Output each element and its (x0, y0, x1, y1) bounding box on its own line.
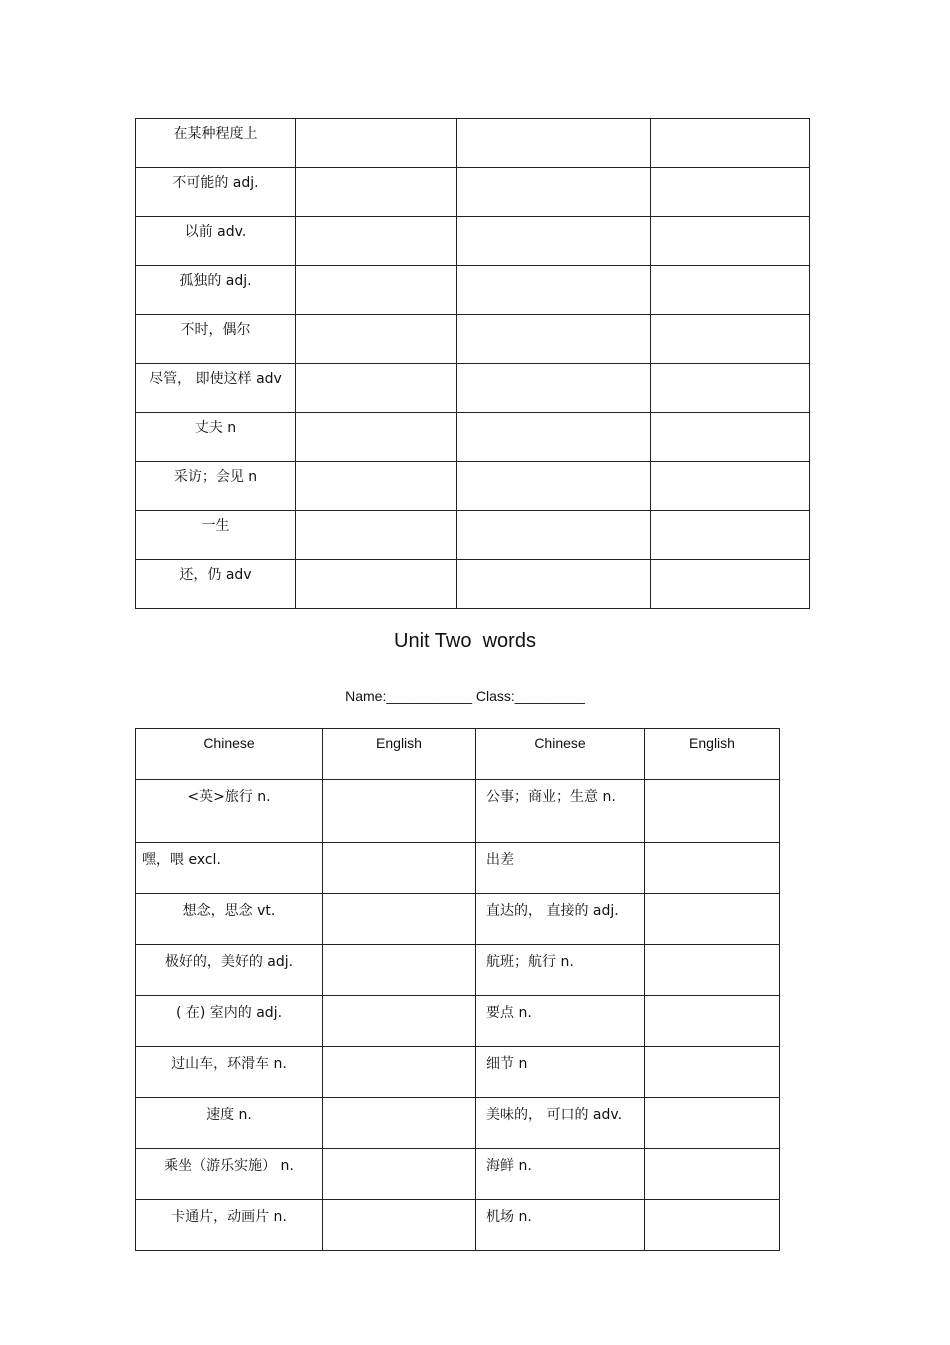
chinese-cell: 不可能的 adj. (136, 168, 296, 217)
vocab-table-continued (135, 118, 810, 609)
chinese-cell: 美味的， 可口的 adv. (476, 1098, 645, 1149)
answer-cell[interactable] (457, 266, 651, 315)
chinese-cell: <英>旅行 n. (136, 780, 323, 843)
english-answer-cell[interactable] (323, 1047, 476, 1098)
chinese-cell: 公事；商业；生意 n. (476, 780, 645, 843)
table-row (136, 996, 780, 1047)
table-row (136, 843, 780, 894)
table-row (136, 1047, 780, 1098)
chinese-cell: 尽管， 即使这样 adv (136, 364, 296, 413)
answer-cell[interactable] (457, 462, 651, 511)
column-header: English (323, 729, 476, 780)
english-answer-cell[interactable] (323, 1149, 476, 1200)
answer-cell[interactable] (651, 560, 810, 609)
chinese-cell: 乘坐（游乐实施） n. (136, 1149, 323, 1200)
name-class-line: Name:___________ Class:_________ (345, 688, 585, 704)
table-row (136, 462, 810, 511)
chinese-cell: 孤独的 adj. (136, 266, 296, 315)
english-answer-cell[interactable] (296, 266, 457, 315)
answer-cell[interactable] (457, 413, 651, 462)
answer-cell[interactable] (457, 119, 651, 168)
answer-cell[interactable] (651, 168, 810, 217)
english-answer-cell[interactable] (645, 1047, 780, 1098)
table-row (136, 315, 810, 364)
answer-cell[interactable] (651, 462, 810, 511)
answer-cell[interactable] (457, 217, 651, 266)
english-answer-cell[interactable] (296, 560, 457, 609)
english-answer-cell[interactable] (296, 413, 457, 462)
column-header: Chinese (136, 729, 323, 780)
chinese-cell: 采访；会见 n (136, 462, 296, 511)
table-row (136, 1200, 780, 1251)
column-header: Chinese (476, 729, 645, 780)
table-row (136, 560, 810, 609)
english-answer-cell[interactable] (323, 1200, 476, 1251)
english-answer-cell[interactable] (296, 315, 457, 364)
english-answer-cell[interactable] (645, 1098, 780, 1149)
table-row (136, 364, 810, 413)
english-answer-cell[interactable] (323, 780, 476, 843)
answer-cell[interactable] (457, 511, 651, 560)
chinese-cell: 细节 n (476, 1047, 645, 1098)
chinese-cell: 在某种程度上 (136, 119, 296, 168)
table-row (136, 119, 810, 168)
answer-cell[interactable] (651, 511, 810, 560)
answer-cell[interactable] (457, 364, 651, 413)
english-answer-cell[interactable] (296, 511, 457, 560)
chinese-cell: 嘿，喂 excl. (136, 843, 323, 894)
table-row (136, 511, 810, 560)
chinese-cell: 不时，偶尔 (136, 315, 296, 364)
answer-cell[interactable] (651, 413, 810, 462)
chinese-cell: 想念，思念 vt. (136, 894, 323, 945)
english-answer-cell[interactable] (645, 1149, 780, 1200)
answer-cell[interactable] (457, 560, 651, 609)
table-row (136, 780, 780, 843)
chinese-cell: 过山车，环滑车 n. (136, 1047, 323, 1098)
unit-two-vocab-table (135, 728, 780, 1251)
table-row (136, 1149, 780, 1200)
chinese-cell: 直达的， 直接的 adj. (476, 894, 645, 945)
english-answer-cell[interactable] (323, 894, 476, 945)
chinese-cell: 出差 (476, 843, 645, 894)
english-answer-cell[interactable] (296, 462, 457, 511)
english-answer-cell[interactable] (645, 843, 780, 894)
english-answer-cell[interactable] (645, 945, 780, 996)
answer-cell[interactable] (651, 315, 810, 364)
english-answer-cell[interactable] (296, 119, 457, 168)
english-answer-cell[interactable] (296, 217, 457, 266)
english-answer-cell[interactable] (645, 894, 780, 945)
column-header: English (645, 729, 780, 780)
chinese-cell: 机场 n. (476, 1200, 645, 1251)
answer-cell[interactable] (651, 364, 810, 413)
answer-cell[interactable] (651, 266, 810, 315)
table-row (136, 413, 810, 462)
chinese-cell: ( 在) 室内的 adj. (136, 996, 323, 1047)
answer-cell[interactable] (651, 119, 810, 168)
chinese-cell: 海鲜 n. (476, 1149, 645, 1200)
chinese-cell: 卡通片，动画片 n. (136, 1200, 323, 1251)
chinese-cell: 速度 n. (136, 1098, 323, 1149)
table-row (136, 1098, 780, 1149)
english-answer-cell[interactable] (296, 168, 457, 217)
table-row (136, 168, 810, 217)
table-row (136, 266, 810, 315)
english-answer-cell[interactable] (323, 996, 476, 1047)
english-answer-cell[interactable] (323, 1098, 476, 1149)
english-answer-cell[interactable] (645, 996, 780, 1047)
chinese-cell: 航班；航行 n. (476, 945, 645, 996)
english-answer-cell[interactable] (645, 1200, 780, 1251)
chinese-cell: 要点 n. (476, 996, 645, 1047)
english-answer-cell[interactable] (323, 843, 476, 894)
table-row (136, 894, 780, 945)
table-row (136, 945, 780, 996)
english-answer-cell[interactable] (323, 945, 476, 996)
chinese-cell: 一生 (136, 511, 296, 560)
chinese-cell: 极好的，美好的 adj. (136, 945, 323, 996)
answer-cell[interactable] (457, 315, 651, 364)
chinese-cell: 还，仍 adv (136, 560, 296, 609)
table-header-row (136, 729, 780, 780)
chinese-cell: 丈夫 n (136, 413, 296, 462)
chinese-cell: 以前 adv. (136, 217, 296, 266)
answer-cell[interactable] (651, 217, 810, 266)
table-row (136, 217, 810, 266)
answer-cell[interactable] (457, 168, 651, 217)
english-answer-cell[interactable] (296, 364, 457, 413)
page-title: Unit Two words (394, 630, 536, 652)
english-answer-cell[interactable] (645, 780, 780, 843)
